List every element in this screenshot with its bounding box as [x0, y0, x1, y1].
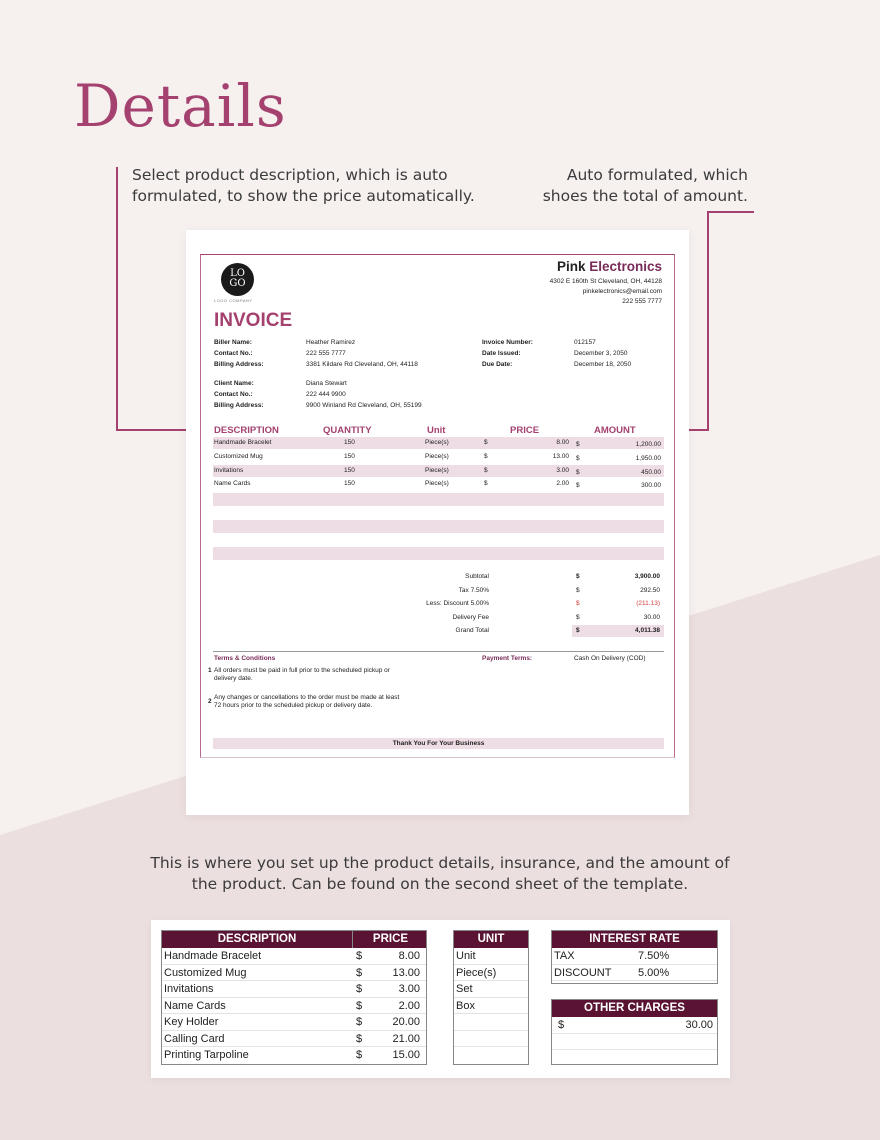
item-quantity: 150 — [344, 439, 355, 446]
currency-symbol: $ — [576, 600, 580, 607]
client-contact-label: Contact No.: — [214, 391, 253, 398]
invoice-frame — [200, 254, 675, 758]
product-price: 13.00 — [392, 966, 420, 979]
payment-terms-value: Cash On Delivery (COD) — [574, 655, 646, 662]
table-row[interactable] — [162, 1014, 426, 1031]
product-name: Printing Tarpoline — [164, 1049, 249, 1061]
note-amount — [543, 165, 748, 207]
products-table-header — [162, 931, 426, 948]
table-row — [213, 451, 664, 463]
subtotal-label: Subtotal — [465, 573, 489, 580]
product-price: 3.00 — [398, 983, 420, 995]
note-line: Auto formulated, which — [566, 166, 748, 184]
list-item[interactable] — [454, 1014, 528, 1031]
product-price: 21.00 — [392, 1032, 420, 1045]
item-description: Handmade Bracelet — [214, 439, 272, 446]
term-text: All orders must be paid in full prior to the scheduled pickup or delivery date. — [214, 667, 390, 682]
invoice-number-label: Invoice Number: — [482, 339, 533, 346]
table-row[interactable] — [552, 965, 717, 982]
table-row[interactable] — [552, 1017, 717, 1034]
currency-symbol: $ — [356, 966, 363, 979]
delivery-fee-label: Delivery Fee — [452, 614, 489, 621]
currency-symbol: $ — [576, 614, 580, 621]
list-item[interactable] — [454, 1031, 528, 1048]
item-amount: 1,200.00 — [635, 441, 661, 448]
discount-row — [426, 600, 489, 607]
unit-value: Set — [456, 983, 473, 995]
tax-value: 292.50 — [640, 587, 660, 594]
interest-label: DISCOUNT — [554, 966, 612, 979]
product-name: Handmade Bracelet — [164, 950, 262, 962]
note-line: This is where you set up the product details, insurance, and the amount of — [150, 854, 730, 872]
date-issued-value: December 3, 2050 — [574, 350, 628, 357]
currency-symbol: $ — [558, 1019, 565, 1031]
note-line: shoes the total of amount. — [542, 187, 748, 205]
company-name — [557, 259, 662, 274]
table-row[interactable] — [162, 1031, 426, 1048]
note-sheet2 — [80, 853, 800, 895]
terms-title: Terms & Conditions — [214, 655, 276, 662]
list-item[interactable] — [454, 948, 528, 965]
interest-value: 5.00% — [638, 966, 670, 979]
product-price: 20.00 — [392, 1016, 420, 1028]
term-number: 1 — [208, 667, 212, 674]
unit-value: Unit — [456, 950, 476, 962]
other-charges-header: OTHER CHARGES — [552, 1000, 717, 1017]
company-name-first: Pink — [556, 259, 586, 274]
item-amount: 450.00 — [641, 469, 661, 476]
unit-value: Box — [456, 999, 475, 1012]
term-number: 2 — [208, 698, 212, 705]
tax-rate: 7.50% — [470, 587, 489, 594]
item-quantity: 150 — [344, 467, 355, 474]
logo-caption: LOGO COMPANY — [214, 298, 253, 303]
biller-address-value: 3381 Kildare Rd Cleveland, OH, 44118 — [306, 361, 418, 368]
unit-value: Piece(s) — [456, 966, 497, 979]
company-address: 4302 E 160th St Cleveland, OH, 44128 — [549, 278, 662, 285]
company-email: pinkelectronics@email.com — [582, 288, 662, 295]
unit-table — [453, 930, 529, 1065]
product-name: Name Cards — [164, 999, 226, 1012]
item-price: 13.00 — [552, 453, 569, 460]
grand-total-value: 4,011.38 — [635, 627, 660, 634]
biller-contact-value: 222 555 7777 — [306, 350, 346, 357]
table-row[interactable] — [552, 1034, 717, 1051]
biller-contact-label: Contact No.: — [214, 350, 253, 357]
table-row — [213, 465, 664, 477]
charge-value: 30.00 — [685, 1019, 713, 1031]
currency-symbol: $ — [356, 983, 363, 995]
table-row[interactable] — [162, 1047, 426, 1064]
interest-value: 7.50% — [638, 950, 670, 962]
other-charges-table — [551, 999, 718, 1065]
table-row-empty — [213, 493, 664, 506]
sheet2-panel — [151, 920, 730, 1078]
interest-rate-header: INTEREST RATE — [552, 931, 717, 948]
column-amount: AMOUNT — [594, 425, 636, 436]
due-date-value: December 18, 2050 — [574, 361, 632, 368]
client-address-label: Billing Address: — [214, 402, 264, 409]
currency-symbol: $ — [484, 439, 488, 446]
callout-line-right-horizontal-top — [707, 211, 754, 213]
interest-rate-table — [551, 930, 718, 984]
product-name: Invitations — [164, 983, 214, 995]
interest-label: TAX — [554, 950, 575, 962]
currency-symbol: $ — [576, 627, 580, 634]
biller-name-label: Biller Name: — [214, 339, 252, 346]
payment-terms-label: Payment Terms: — [482, 655, 533, 662]
company-phone: 222 555 7777 — [622, 298, 662, 305]
item-amount: 1,950.00 — [635, 455, 661, 462]
list-item[interactable] — [454, 1047, 528, 1064]
invoice-sheet — [186, 230, 689, 815]
header-description: DESCRIPTION — [217, 933, 297, 945]
table-row — [213, 437, 664, 449]
callout-line-left-vertical — [116, 167, 118, 431]
list-item[interactable] — [454, 998, 528, 1015]
callout-line-right-vertical — [707, 211, 709, 431]
product-price: 15.00 — [392, 1049, 420, 1061]
client-name-value: Diana Stewart — [306, 380, 347, 387]
due-date-label: Due Date: — [482, 361, 513, 368]
company-logo — [221, 263, 254, 296]
note-description — [132, 165, 475, 207]
logo-text: GO — [229, 278, 246, 289]
note-line: formulated, to show the price automatically. — [132, 187, 475, 205]
column-price: PRICE — [510, 425, 540, 436]
invoice-title: INVOICE — [214, 310, 293, 331]
grand-total-label: Grand Total — [455, 627, 489, 634]
note-line: Select product description, which is auto — [132, 166, 448, 184]
page-title: Details — [74, 72, 287, 140]
tax-label: Tax — [458, 587, 469, 594]
item-price: 3.00 — [556, 467, 569, 474]
item-amount: 300.00 — [641, 482, 661, 489]
company-name-second: Electronics — [589, 259, 662, 274]
currency-symbol: $ — [576, 587, 580, 594]
thank-you-banner: Thank You For Your Business — [213, 738, 664, 749]
item-unit: Piece(s) — [425, 480, 449, 487]
tax-row — [459, 587, 489, 594]
item-price: 2.00 — [556, 480, 569, 487]
currency-symbol: $ — [356, 950, 363, 962]
item-description: Name Cards — [214, 480, 251, 487]
biller-address-label: Billing Address: — [214, 361, 264, 368]
product-name: Customized Mug — [164, 966, 247, 979]
currency-symbol: $ — [356, 1049, 363, 1061]
product-name: Key Holder — [164, 1016, 219, 1028]
currency-symbol: $ — [356, 999, 363, 1012]
table-row-empty — [213, 547, 664, 560]
logo-text: LO — [230, 268, 245, 279]
product-name: Calling Card — [164, 1032, 225, 1045]
list-item[interactable] — [454, 965, 528, 982]
discount-rate: 5.00% — [470, 600, 489, 607]
table-row[interactable] — [162, 981, 426, 998]
products-table — [161, 930, 427, 1065]
currency-symbol: $ — [576, 482, 580, 489]
client-contact-value: 222 444 9900 — [306, 391, 346, 398]
table-row[interactable] — [162, 998, 426, 1015]
date-issued-label: Date Issued: — [482, 350, 521, 357]
currency-symbol: $ — [356, 1032, 363, 1045]
currency-symbol: $ — [576, 455, 580, 462]
currency-symbol: $ — [576, 573, 580, 580]
column-quantity: QUANTITY — [323, 425, 372, 436]
discount-value: (211.13) — [636, 600, 660, 607]
table-row[interactable] — [162, 948, 426, 965]
product-price: 2.00 — [398, 999, 420, 1012]
note-line: the product. Can be found on the second sheet of the template. — [191, 875, 689, 893]
item-description: Invitations — [214, 467, 244, 474]
currency-symbol: $ — [576, 469, 580, 476]
table-row — [213, 479, 664, 491]
client-name-label: Client Name: — [214, 380, 254, 387]
product-price: 8.00 — [398, 950, 420, 962]
client-address-value: 9900 Winland Rd Cleveland, OH, 55199 — [306, 402, 422, 409]
item-quantity: 150 — [344, 480, 355, 487]
currency-symbol: $ — [576, 441, 580, 448]
item-unit: Piece(s) — [425, 453, 449, 460]
header-price: PRICE — [352, 931, 428, 948]
divider — [213, 651, 664, 652]
item-quantity: 150 — [344, 453, 355, 460]
delivery-fee-value: 30.00 — [643, 614, 660, 621]
currency-symbol: $ — [484, 467, 488, 474]
column-unit: Unit — [427, 425, 446, 436]
currency-symbol: $ — [484, 453, 488, 460]
item-price: 8.00 — [556, 439, 569, 446]
item-description: Customized Mug — [214, 453, 263, 460]
item-unit: Piece(s) — [425, 467, 449, 474]
biller-name-value: Heather Ramirez — [306, 339, 356, 346]
discount-label: Less: Discount — [426, 600, 469, 607]
list-item[interactable] — [454, 981, 528, 998]
item-unit: Piece(s) — [425, 439, 449, 446]
currency-symbol: $ — [484, 480, 488, 487]
table-row-empty — [213, 520, 664, 533]
column-description: DESCRIPTION — [214, 425, 279, 436]
unit-table-header: UNIT — [454, 931, 528, 948]
table-row[interactable] — [162, 965, 426, 982]
invoice-number-value: 012157 — [574, 339, 596, 346]
term-text: Any changes or cancellations to the order must be made at least 72 hours prior to the scheduled pickup or delivery date. — [214, 694, 400, 709]
currency-symbol: $ — [356, 1016, 363, 1028]
table-row[interactable] — [552, 948, 717, 965]
subtotal-value: 3,900.00 — [634, 573, 660, 580]
